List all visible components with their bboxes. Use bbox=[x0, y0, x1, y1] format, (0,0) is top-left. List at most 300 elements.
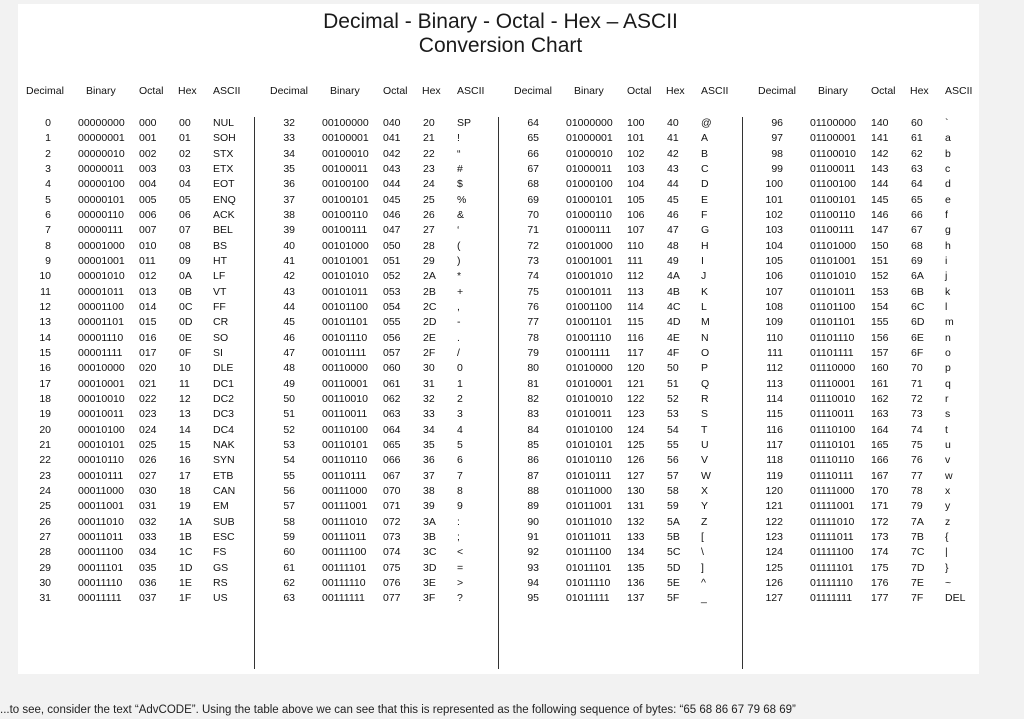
ascii-value: m bbox=[945, 316, 954, 329]
ascii-value: SO bbox=[213, 331, 229, 344]
octal-value: 112 bbox=[627, 270, 644, 283]
octal-value: 035 bbox=[139, 561, 157, 574]
hex-value: 7F bbox=[911, 592, 924, 605]
ascii-value: BEL bbox=[213, 224, 233, 237]
binary-value: 01011011 bbox=[566, 530, 612, 543]
binary-value: 00010110 bbox=[78, 454, 124, 467]
hex-value: 34 bbox=[423, 423, 435, 436]
octal-value: 161 bbox=[871, 377, 889, 390]
decimal-value: 17 bbox=[39, 377, 51, 390]
hex-value: 33 bbox=[423, 408, 435, 421]
ascii-value: ] bbox=[701, 561, 704, 574]
decimal-value: 77 bbox=[527, 316, 539, 329]
ascii-value: i bbox=[945, 254, 948, 267]
octal-value: 172 bbox=[871, 515, 889, 528]
ascii-value: ACK bbox=[213, 208, 235, 221]
octal-value: 121 bbox=[627, 377, 645, 390]
binary-value: 01001111 bbox=[566, 346, 611, 359]
binary-value: 00011111 bbox=[78, 592, 122, 605]
ascii-value: q bbox=[945, 377, 951, 390]
hex-value: 38 bbox=[423, 484, 435, 497]
ascii-value: n bbox=[945, 331, 951, 344]
binary-value: 00001100 bbox=[78, 300, 124, 313]
octal-value: 164 bbox=[871, 423, 889, 436]
binary-value: 00011101 bbox=[78, 561, 124, 574]
binary-value: 00101101 bbox=[322, 316, 368, 329]
decimal-value: 73 bbox=[527, 254, 539, 267]
column-header-octal: Octal bbox=[871, 85, 896, 97]
binary-value: 00011011 bbox=[78, 530, 124, 543]
ascii-value: VT bbox=[213, 285, 227, 298]
decimal-value: 126 bbox=[765, 576, 783, 589]
binary-value: 01100101 bbox=[810, 193, 856, 206]
binary-value: 00111010 bbox=[322, 515, 368, 528]
binary-value: 00010100 bbox=[78, 423, 125, 436]
decimal-value: 26 bbox=[39, 515, 51, 528]
hex-value: 0D bbox=[179, 316, 193, 329]
decimal-value: 18 bbox=[39, 392, 51, 405]
octal-value: 046 bbox=[383, 208, 401, 221]
binary-value: 01100001 bbox=[810, 132, 856, 145]
decimal-value: 68 bbox=[527, 178, 539, 191]
ascii-value: 8 bbox=[457, 484, 463, 497]
octal-value: 052 bbox=[383, 270, 401, 283]
decimal-value: 114 bbox=[766, 392, 783, 405]
octal-value: 076 bbox=[383, 576, 401, 589]
octal-value: 133 bbox=[627, 530, 645, 543]
column-header-hex: Hex bbox=[178, 85, 197, 97]
binary-value: 00100101 bbox=[322, 193, 369, 206]
binary-value: 00011110 bbox=[78, 576, 123, 589]
decimal-value: 104 bbox=[765, 239, 783, 252]
hex-value: 2F bbox=[423, 346, 436, 359]
hex-value: 71 bbox=[911, 377, 923, 390]
binary-value: 01000000 bbox=[566, 117, 613, 129]
binary-value: 01001001 bbox=[566, 254, 613, 267]
octal-value: 075 bbox=[383, 561, 401, 574]
octal-value: 017 bbox=[139, 346, 157, 359]
binary-value: 01010101 bbox=[566, 438, 613, 451]
decimal-value: 107 bbox=[765, 285, 783, 298]
hex-value: 1F bbox=[179, 592, 192, 605]
hex-value: 54 bbox=[667, 423, 679, 436]
hex-value: 6A bbox=[911, 270, 924, 283]
hex-value: 21 bbox=[423, 132, 435, 145]
hex-value: 6D bbox=[911, 316, 925, 329]
decimal-value: 86 bbox=[527, 454, 539, 467]
binary-value: 00000010 bbox=[78, 147, 125, 160]
hex-value: 65 bbox=[911, 193, 923, 206]
ascii-value: 4 bbox=[457, 423, 463, 436]
decimal-value: 62 bbox=[283, 576, 295, 589]
decimal-value: 54 bbox=[283, 454, 295, 467]
binary-value: 01011010 bbox=[566, 515, 612, 528]
binary-value: 01100010 bbox=[810, 147, 856, 160]
decimal-value: 103 bbox=[765, 224, 783, 237]
hex-value: 52 bbox=[667, 392, 679, 405]
decimal-value: 70 bbox=[527, 208, 539, 221]
binary-value: 01011000 bbox=[566, 484, 612, 497]
decimal-value: 7 bbox=[45, 224, 51, 237]
hex-value: 16 bbox=[179, 454, 191, 467]
octal-value: 134 bbox=[627, 546, 645, 559]
decimal-value: 14 bbox=[39, 331, 51, 344]
decimal-value: 111 bbox=[767, 346, 783, 359]
octal-value: 124 bbox=[627, 423, 645, 436]
octal-value: 047 bbox=[383, 224, 401, 237]
binary-value: 01111100 bbox=[810, 546, 854, 559]
ascii-value: : bbox=[457, 515, 460, 528]
binary-value: 00100100 bbox=[322, 178, 369, 191]
binary-value: 01000010 bbox=[566, 147, 613, 160]
decimal-value: 102 bbox=[765, 208, 783, 221]
octal-value: 105 bbox=[627, 193, 645, 206]
hex-value: 79 bbox=[911, 500, 923, 513]
decimal-value: 69 bbox=[527, 193, 539, 206]
decimal-value: 80 bbox=[527, 362, 539, 375]
ascii-value: [ bbox=[701, 530, 704, 543]
ascii-value: ESC bbox=[213, 530, 235, 543]
binary-value: 00111011 bbox=[322, 530, 367, 543]
binary-value: 00011100 bbox=[78, 546, 124, 559]
ascii-value: 0 bbox=[457, 362, 463, 375]
ascii-value: P bbox=[701, 362, 709, 375]
octal-value: 071 bbox=[383, 500, 401, 513]
binary-value: 00001010 bbox=[78, 270, 125, 283]
ascii-value: j bbox=[945, 270, 948, 283]
decimal-value: 30 bbox=[39, 576, 51, 589]
octal-value: 077 bbox=[383, 592, 401, 605]
binary-value: 01011111 bbox=[566, 592, 610, 605]
octal-value: 013 bbox=[139, 285, 157, 298]
ascii-value: \ bbox=[701, 546, 704, 559]
binary-value: 01100100 bbox=[810, 178, 856, 191]
octal-value: 064 bbox=[383, 423, 401, 436]
ascii-value: v bbox=[945, 454, 951, 467]
octal-value: 141 bbox=[871, 132, 889, 145]
octal-value: 102 bbox=[627, 147, 645, 160]
ascii-value: GS bbox=[213, 561, 229, 574]
ascii-value: DC4 bbox=[213, 423, 235, 436]
ascii-value: T bbox=[701, 423, 708, 436]
octal-value: 174 bbox=[871, 546, 889, 559]
decimal-value: 51 bbox=[283, 408, 295, 421]
ascii-value: 5 bbox=[457, 438, 463, 451]
decimal-value: 83 bbox=[527, 408, 539, 421]
decimal-value: 88 bbox=[527, 484, 539, 497]
ascii-value: ^ bbox=[701, 576, 706, 589]
hex-value: 7A bbox=[911, 515, 924, 528]
decimal-value: 113 bbox=[766, 377, 783, 390]
ascii-value: ENQ bbox=[213, 193, 236, 206]
binary-value: 00111101 bbox=[322, 561, 367, 574]
decimal-value: 20 bbox=[39, 423, 51, 436]
column-header-ascii: ASCII bbox=[457, 85, 485, 97]
hex-value: 4A bbox=[667, 270, 680, 283]
decimal-value: 48 bbox=[283, 362, 295, 375]
binary-value: 00000001 bbox=[78, 132, 125, 145]
binary-value: 01101010 bbox=[810, 270, 856, 283]
binary-value: 01011101 bbox=[566, 561, 612, 574]
hex-value: 39 bbox=[423, 500, 435, 513]
ascii-value: ETX bbox=[213, 162, 234, 175]
ascii-value: CAN bbox=[213, 484, 236, 497]
hex-value: 70 bbox=[911, 362, 923, 375]
binary-value: 00001001 bbox=[78, 254, 125, 267]
hex-value: 4B bbox=[667, 285, 680, 298]
octal-value: 132 bbox=[627, 515, 645, 528]
hex-value: 4D bbox=[667, 316, 681, 329]
ascii-value: FS bbox=[213, 546, 227, 559]
octal-value: 123 bbox=[627, 408, 645, 421]
decimal-value: 32 bbox=[283, 117, 295, 129]
decimal-value: 29 bbox=[39, 561, 51, 574]
binary-value: 00101100 bbox=[322, 300, 368, 313]
binary-value: 01100011 bbox=[810, 162, 856, 175]
ascii-value: SYN bbox=[213, 454, 235, 467]
ascii-value: t bbox=[945, 423, 948, 436]
binary-value: 00011000 bbox=[78, 484, 124, 497]
decimal-value: 90 bbox=[527, 515, 539, 528]
octal-value: 031 bbox=[139, 500, 157, 513]
ascii-value: _ bbox=[701, 592, 707, 605]
decimal-value: 72 bbox=[527, 239, 539, 252]
octal-value: 033 bbox=[139, 530, 157, 543]
decimal-value: 75 bbox=[527, 285, 539, 298]
binary-value: 01100111 bbox=[810, 224, 855, 237]
hex-value: 0C bbox=[179, 300, 193, 313]
binary-value: 00100001 bbox=[322, 132, 369, 145]
hex-value: 59 bbox=[667, 500, 679, 513]
ascii-value: Q bbox=[701, 377, 710, 390]
binary-value: 00110101 bbox=[322, 438, 368, 451]
octal-value: 002 bbox=[139, 147, 157, 160]
octal-value: 144 bbox=[871, 178, 889, 191]
decimal-value: 50 bbox=[283, 392, 295, 405]
decimal-value: 101 bbox=[765, 193, 783, 206]
octal-value: 120 bbox=[627, 362, 645, 375]
ascii-value: h bbox=[945, 239, 951, 252]
binary-value: 01001011 bbox=[566, 285, 612, 298]
binary-value: 00101011 bbox=[322, 285, 368, 298]
decimal-value: 56 bbox=[283, 484, 295, 497]
decimal-value: 109 bbox=[765, 316, 783, 329]
octal-value: 042 bbox=[383, 147, 401, 160]
hex-value: 69 bbox=[911, 254, 923, 267]
octal-value: 000 bbox=[139, 117, 157, 129]
ascii-value: M bbox=[701, 316, 710, 329]
hex-value: 35 bbox=[423, 438, 435, 451]
octal-value: 005 bbox=[139, 193, 157, 206]
binary-value: 01101111 bbox=[810, 346, 854, 359]
octal-value: 011 bbox=[139, 254, 156, 267]
ascii-value: SOH bbox=[213, 132, 236, 145]
decimal-value: 91 bbox=[527, 530, 539, 543]
column-header-ascii: ASCII bbox=[701, 85, 729, 97]
footer-text: ...to see, consider the text “AdvCODE”. Using the table above we can see that this is represented as the following sequence of bytes: “65 68 86 67 79 68 69” bbox=[0, 704, 796, 716]
binary-value: 01010110 bbox=[566, 454, 612, 467]
decimal-value: 58 bbox=[283, 515, 295, 528]
binary-value: 00000111 bbox=[78, 224, 124, 237]
decimal-value: 11 bbox=[40, 285, 51, 298]
column-header-decimal: Decimal bbox=[514, 85, 552, 97]
octal-value: 073 bbox=[383, 530, 401, 543]
octal-value: 074 bbox=[383, 546, 401, 559]
hex-value: 63 bbox=[911, 162, 923, 175]
ascii-value: ; bbox=[457, 530, 460, 543]
hex-value: 03 bbox=[179, 162, 191, 175]
hex-value: 02 bbox=[179, 147, 191, 160]
hex-value: 3B bbox=[423, 530, 436, 543]
decimal-value: 0 bbox=[45, 117, 51, 129]
hex-value: 20 bbox=[423, 117, 435, 129]
ascii-value: B bbox=[701, 147, 709, 160]
octal-value: 057 bbox=[383, 346, 401, 359]
octal-value: 162 bbox=[871, 392, 889, 405]
ascii-value: = bbox=[457, 561, 464, 574]
decimal-value: 63 bbox=[283, 592, 295, 605]
decimal-value: 78 bbox=[527, 331, 539, 344]
decimal-value: 2 bbox=[45, 147, 51, 160]
hex-value: 6B bbox=[911, 285, 924, 298]
decimal-value: 40 bbox=[283, 239, 295, 252]
binary-value: 00001000 bbox=[78, 239, 125, 252]
ascii-value: EM bbox=[213, 500, 229, 513]
ascii-value: L bbox=[701, 300, 707, 313]
binary-value: 01111010 bbox=[810, 515, 855, 528]
ascii-value: HT bbox=[213, 254, 227, 267]
decimal-value: 81 bbox=[527, 377, 539, 390]
decimal-value: 33 bbox=[283, 132, 295, 145]
ascii-value: V bbox=[701, 454, 709, 467]
octal-value: 066 bbox=[383, 454, 401, 467]
decimal-value: 123 bbox=[765, 530, 783, 543]
hex-value: 40 bbox=[667, 117, 679, 129]
octal-value: 135 bbox=[627, 561, 645, 574]
hex-value: 53 bbox=[667, 408, 679, 421]
hex-value: 24 bbox=[423, 178, 435, 191]
binary-value: 00110111 bbox=[322, 469, 367, 482]
ascii-value: STX bbox=[213, 147, 234, 160]
binary-value: 01101001 bbox=[810, 254, 856, 267]
octal-value: 113 bbox=[627, 285, 644, 298]
hex-value: 78 bbox=[911, 484, 923, 497]
decimal-value: 125 bbox=[765, 561, 783, 574]
hex-value: 3D bbox=[423, 561, 437, 574]
ascii-value: ) bbox=[457, 254, 461, 267]
hex-value: 2C bbox=[423, 300, 437, 313]
hex-value: 73 bbox=[911, 408, 923, 421]
hex-value: 5B bbox=[667, 530, 680, 543]
octal-value: 115 bbox=[627, 316, 644, 329]
ascii-value: # bbox=[457, 162, 463, 175]
binary-value: 00010010 bbox=[78, 392, 125, 405]
hex-value: 7E bbox=[911, 576, 924, 589]
octal-value: 153 bbox=[871, 285, 889, 298]
hex-value: 58 bbox=[667, 484, 679, 497]
octal-value: 146 bbox=[871, 208, 889, 221]
hex-value: 43 bbox=[667, 162, 679, 175]
octal-value: 136 bbox=[627, 576, 645, 589]
decimal-value: 99 bbox=[771, 162, 783, 175]
binary-value: 01000001 bbox=[566, 132, 613, 145]
octal-value: 060 bbox=[383, 362, 401, 375]
octal-value: 063 bbox=[383, 408, 401, 421]
decimal-value: 13 bbox=[39, 316, 51, 329]
hex-value: 51 bbox=[667, 377, 679, 390]
binary-value: 00110110 bbox=[322, 454, 368, 467]
ascii-value: 7 bbox=[457, 469, 463, 482]
octal-value: 055 bbox=[383, 316, 401, 329]
octal-value: 067 bbox=[383, 469, 401, 482]
decimal-value: 21 bbox=[39, 438, 51, 451]
ascii-value: * bbox=[457, 270, 462, 283]
octal-value: 051 bbox=[383, 254, 401, 267]
octal-value: 111 bbox=[627, 254, 643, 267]
decimal-value: 10 bbox=[39, 270, 51, 283]
hex-value: 49 bbox=[667, 254, 679, 267]
decimal-value: 122 bbox=[765, 515, 783, 528]
hex-value: 07 bbox=[179, 224, 191, 237]
decimal-value: 23 bbox=[39, 469, 51, 482]
ascii-value: ~ bbox=[945, 576, 952, 589]
hex-value: 5D bbox=[667, 561, 681, 574]
binary-value: 00101111 bbox=[322, 346, 367, 359]
hex-value: 44 bbox=[667, 178, 679, 191]
octal-value: 165 bbox=[871, 438, 889, 451]
binary-value: 01110000 bbox=[810, 362, 856, 375]
ascii-value: I bbox=[701, 254, 704, 267]
decimal-value: 53 bbox=[283, 438, 295, 451]
binary-value: 01110101 bbox=[810, 438, 856, 451]
octal-value: 107 bbox=[627, 224, 645, 237]
ascii-value: k bbox=[945, 285, 951, 298]
hex-value: 68 bbox=[911, 239, 923, 252]
decimal-value: 43 bbox=[283, 285, 295, 298]
octal-value: 044 bbox=[383, 178, 401, 191]
decimal-value: 67 bbox=[527, 162, 539, 175]
binary-value: 00110000 bbox=[322, 362, 368, 375]
octal-value: 145 bbox=[871, 193, 889, 206]
binary-value: 01111101 bbox=[810, 561, 854, 574]
octal-value: 020 bbox=[139, 362, 157, 375]
binary-value: 00111110 bbox=[322, 576, 366, 589]
hex-value: 0F bbox=[179, 346, 192, 359]
binary-value: 00101000 bbox=[322, 239, 369, 252]
decimal-value: 124 bbox=[765, 546, 783, 559]
decimal-value: 16 bbox=[39, 362, 51, 375]
hex-value: 4C bbox=[667, 300, 681, 313]
ascii-value: O bbox=[701, 346, 710, 359]
ascii-value: u bbox=[945, 438, 951, 451]
decimal-value: 79 bbox=[527, 346, 539, 359]
ascii-value: G bbox=[701, 224, 710, 237]
hex-value: 7C bbox=[911, 546, 925, 559]
octal-value: 114 bbox=[627, 300, 644, 313]
ascii-value: & bbox=[457, 208, 465, 221]
ascii-value: x bbox=[945, 484, 951, 497]
hex-value: 66 bbox=[911, 208, 923, 221]
binary-value: 00000011 bbox=[78, 162, 124, 175]
column-header-hex: Hex bbox=[666, 85, 685, 97]
binary-value: 00110100 bbox=[322, 423, 368, 436]
octal-value: 122 bbox=[627, 392, 645, 405]
decimal-value: 76 bbox=[527, 300, 539, 313]
decimal-value: 82 bbox=[527, 392, 539, 405]
hex-value: 5C bbox=[667, 546, 681, 559]
ascii-value: $ bbox=[457, 178, 463, 191]
ascii-value: K bbox=[701, 285, 709, 298]
